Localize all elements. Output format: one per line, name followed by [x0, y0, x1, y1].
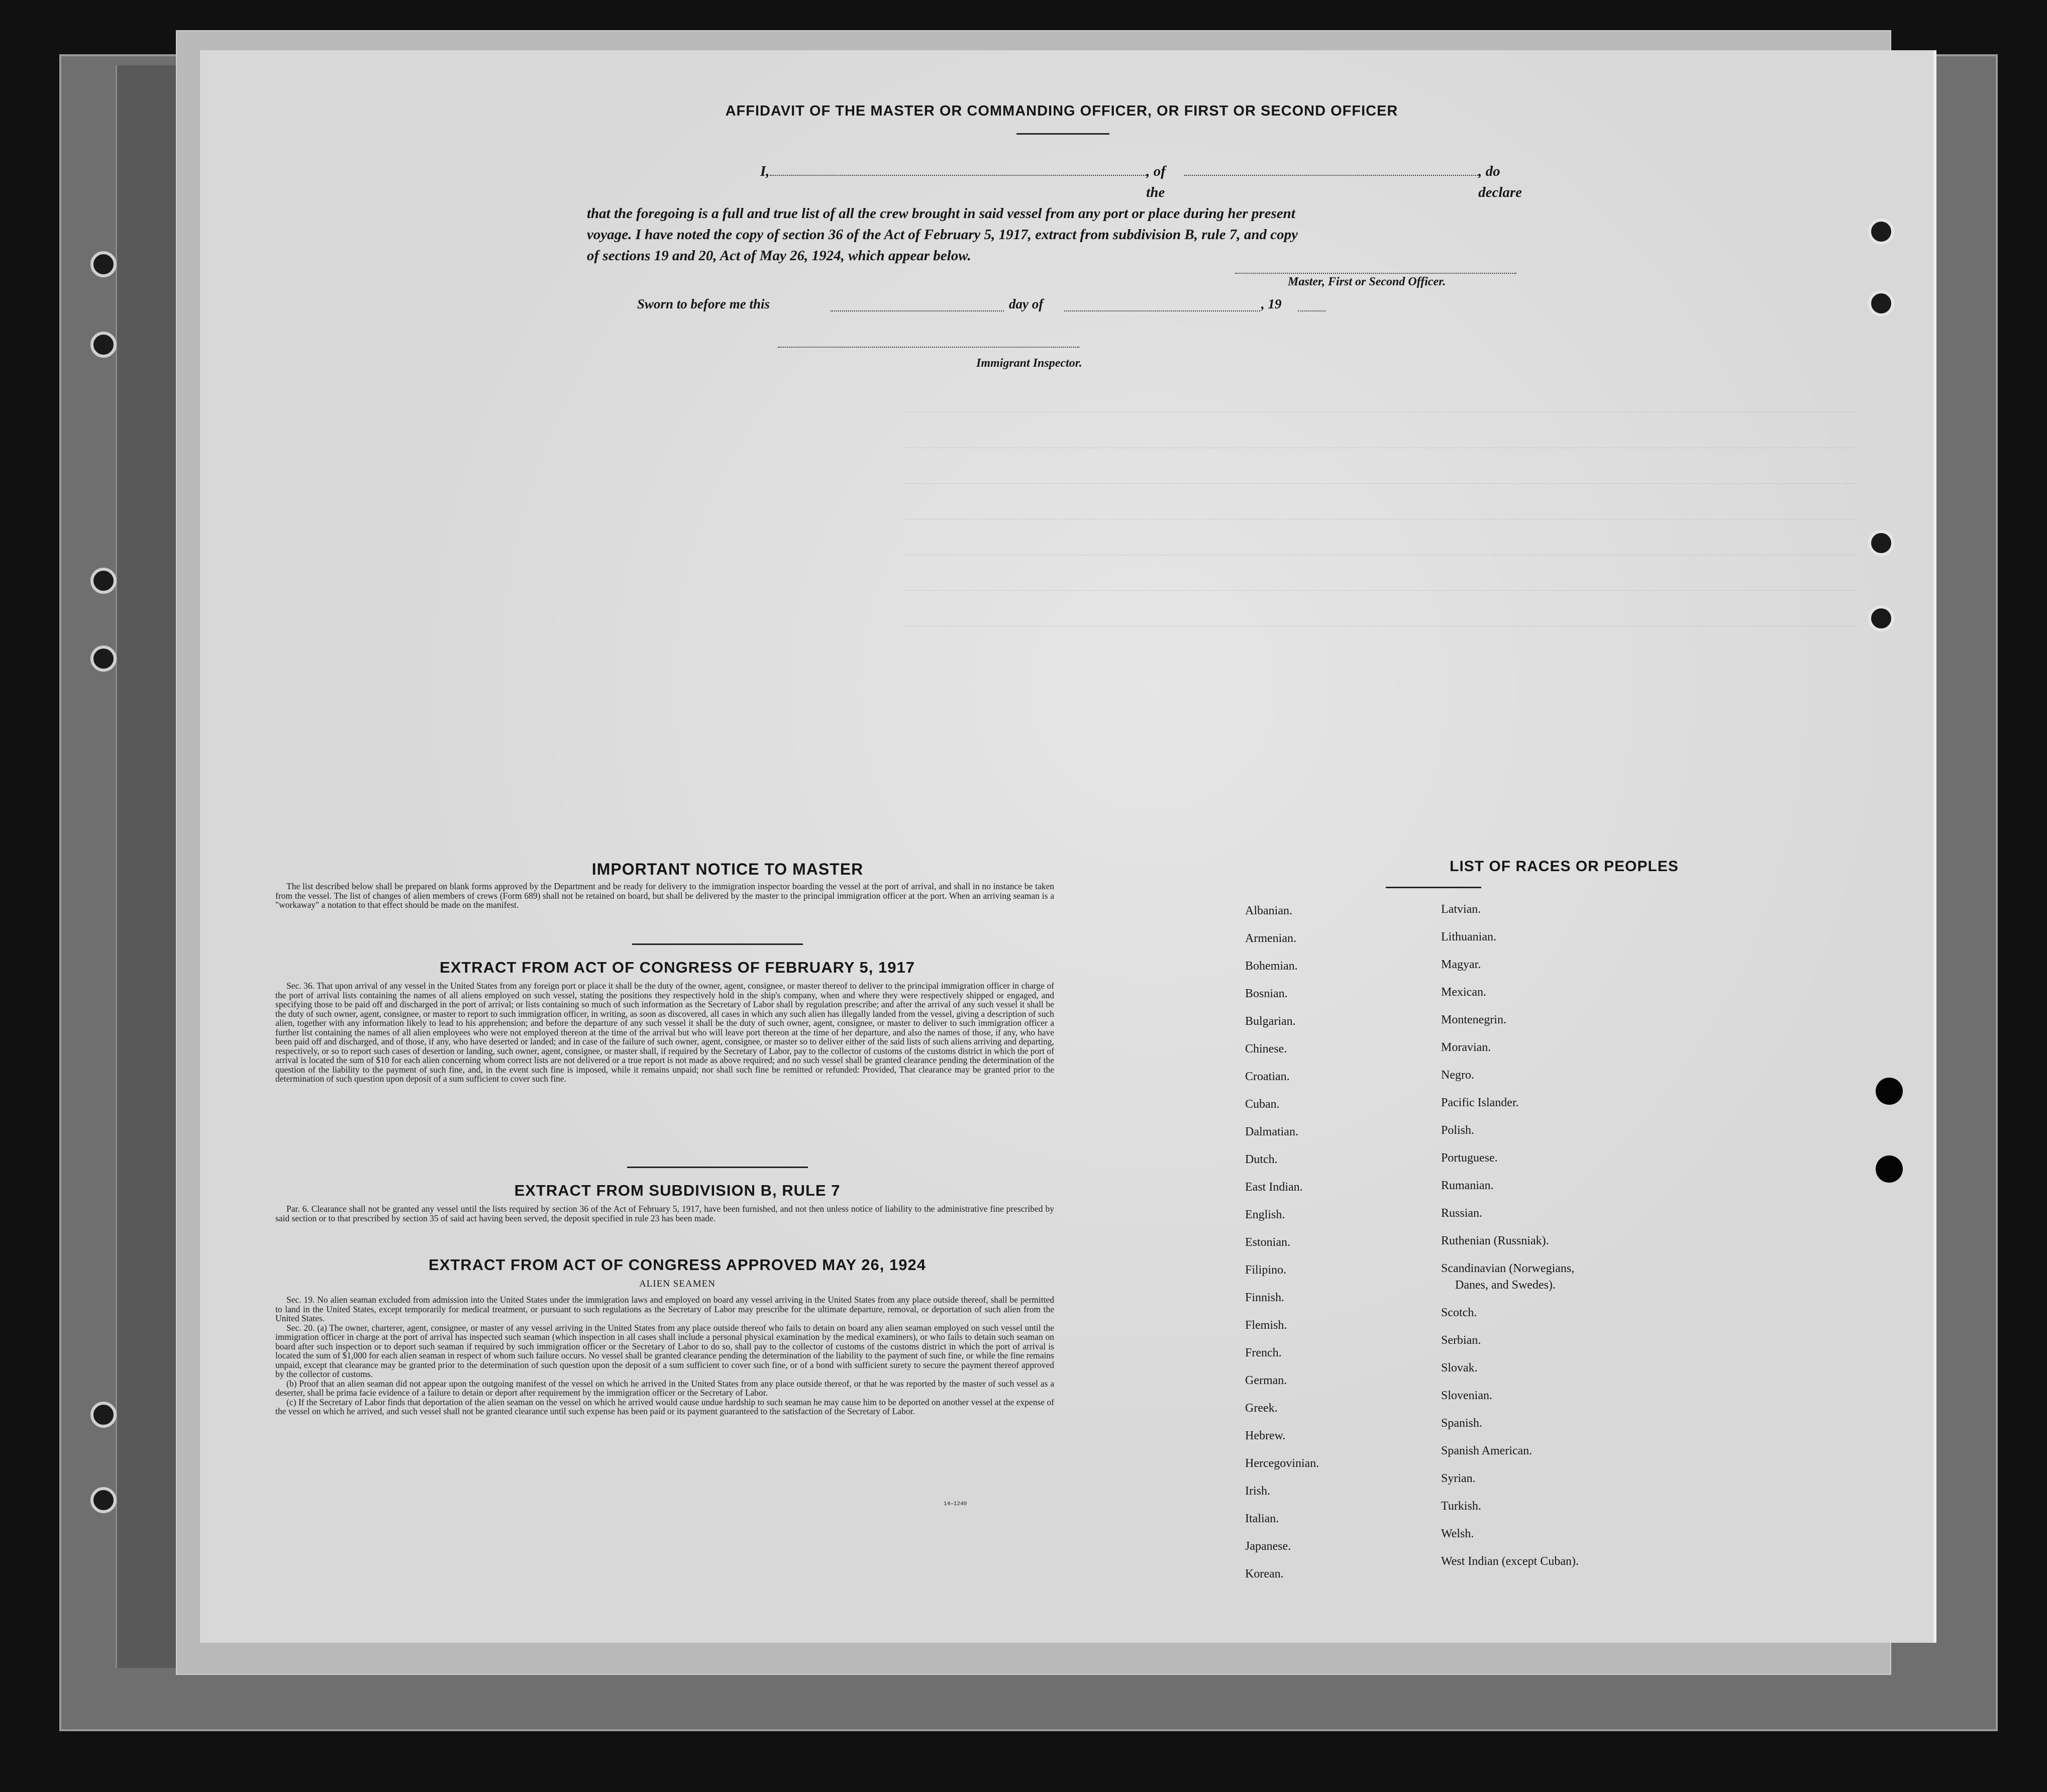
race-entry: German.	[1245, 1374, 1287, 1387]
race-entry: Spanish.	[1441, 1417, 1483, 1430]
punch-hole	[1868, 290, 1894, 317]
notice-paragraph: The list described below shall be prepared on blank forms approved by the Department and be ready for delivery to the immigration inspector boarding the vessel at the port of arrival, and shall in no instance be taken from the vessel. The list of changes of alien members of crews (Form 689) shall not be retained on board, but shall be delivered by the master to the principal immigration officer at the port. When an arriving seaman is a "workaway" a notation to that effect should be made on the manifest.	[275, 881, 1054, 910]
rule7-body	[275, 1204, 1054, 1223]
race-entry: Filipino.	[1245, 1263, 1287, 1277]
punch-hole	[1876, 1078, 1903, 1105]
extract-1924-body	[275, 1295, 1054, 1416]
year-label: , 19	[1261, 296, 1282, 311]
affidavit-declaration-line	[587, 161, 1542, 203]
race-entry: Armenian.	[1245, 932, 1296, 945]
race-entry: Scotch.	[1441, 1306, 1477, 1319]
race-entry: Syrian.	[1441, 1472, 1476, 1485]
binder-hole	[90, 646, 117, 672]
punch-hole	[1868, 605, 1894, 631]
punch-hole	[1868, 530, 1894, 556]
race-entry: Finnish.	[1245, 1291, 1285, 1304]
race-entry: Flemish.	[1245, 1319, 1287, 1332]
race-entry: Bohemian.	[1245, 960, 1298, 973]
binder-hole	[90, 332, 117, 358]
sec-19-paragraph: Sec. 19. No alien seaman excluded from admission into the United States under the immigration laws and employed on board any vessel arriving in the United States from any place outside thereof, shall be permitted to land in the United States, except temporarily for medical treatment, or pursuant to such regulations as the Secretary of Labor may prescribe for the ultimate departure, removal, or deportation of such alien from the United States.	[275, 1295, 1054, 1323]
sec-20b-paragraph: (b) Proof that an alien seaman did not appear upon the outgoing manifest of the vessel on which he arrived in the United States from any place outside thereof, or that he was reported by the master of such vessel as a deserter, shall be prima facie evidence of a failure to detain or deport after requirement by the immigration officer or the Secretary of Labor.	[275, 1378, 1054, 1398]
race-entry: Estonian.	[1245, 1236, 1290, 1249]
extract-1924-title: EXTRACT FROM ACT OF CONGRESS APPROVED MAY 26, 1924	[429, 1256, 926, 1274]
race-entry: Irish.	[1245, 1485, 1270, 1498]
race-entry: Albanian.	[1245, 904, 1292, 917]
race-entry: Danes, and Swedes).	[1455, 1279, 1556, 1292]
race-entry: Scandinavian (Norwegians,	[1441, 1262, 1575, 1275]
race-entry: West Indian (except Cuban).	[1441, 1555, 1579, 1568]
day-of-label: day of	[1009, 296, 1044, 311]
master-signature-line[interactable]	[1235, 273, 1516, 274]
do-declare-label: , do declare	[1478, 163, 1522, 200]
race-entry: Portuguese.	[1441, 1151, 1498, 1165]
bleed-through-text	[903, 377, 1858, 779]
sec-20c-paragraph: (c) If the Secretary of Labor finds that deportation of the alien seaman on the vessel on which he arrived would cause undue hardship to such seaman he may cause him to be deported on another vessel at the expense of the vessel on which he arrived, and such vessel shall not be granted clearance until such expense has been paid or its payment guaranteed to the satisfaction of the Secretary of Labor.	[275, 1397, 1054, 1416]
race-entry: Welsh.	[1441, 1527, 1474, 1540]
race-entry: Polish.	[1441, 1124, 1475, 1137]
sworn-month-blank[interactable]	[1064, 310, 1260, 311]
race-entry: Slovenian.	[1441, 1389, 1492, 1402]
notice-body	[275, 882, 1054, 910]
year-blank[interactable]	[1298, 310, 1325, 311]
vessel-blank[interactable]	[1184, 164, 1478, 176]
race-entry: Greek.	[1245, 1402, 1278, 1415]
race-entry: Hebrew.	[1245, 1429, 1286, 1442]
notice-title: IMPORTANT NOTICE TO MASTER	[591, 860, 864, 878]
race-entry: Korean.	[1245, 1567, 1284, 1580]
race-entry: Rumanian.	[1441, 1179, 1494, 1192]
race-entry: Croatian.	[1245, 1070, 1290, 1083]
race-entry: Bosnian.	[1245, 987, 1288, 1000]
races-title-rule	[1386, 887, 1481, 888]
punch-hole	[1876, 1155, 1903, 1183]
affidavit-title: AFFIDAVIT OF THE MASTER OR COMMANDING OFFICER, OR FIRST OR SECOND OFFICER	[725, 103, 1398, 119]
races-title: LIST OF RACES OR PEOPLES	[1450, 858, 1679, 875]
affidavit-line-4: of sections 19 and 20, Act of May 26, 1924, which appear below.	[587, 248, 971, 264]
of-the-label: , of the	[1146, 163, 1166, 200]
rule7-title: EXTRACT FROM SUBDIVISION B, RULE 7	[514, 1182, 841, 1199]
binder-hole	[90, 251, 117, 277]
race-entry: Mexican.	[1441, 986, 1486, 999]
affidavit-line-3: voyage. I have noted the copy of section 36 of the Act of February 5, 1917, extract from subdivision B, rule 7, and copy	[587, 227, 1298, 243]
extract-1917-body	[275, 981, 1054, 1084]
sec-20a-paragraph: Sec. 20. (a) The owner, charterer, agent, consignee, or master of any vessel arriving in the United States from any place outside thereof who fails to detain on board any alien seaman employed on such vessel until the immigration officer in charge at the port of arrival has inspected such seaman (which inspection in all cases shall include a personal physical examination by the medical examiners), or who fails to detain such seaman on board after such inspection or to deport such seaman if required by such immigration officer or the Secretary of Labor to do so, shall pay to the collector of customs of the customs district in which the port of arrival is located the sum of $1,000 for each alien seaman in respect of whom such failure occurs. No vessel shall be granted clearance pending the determination of the liability to the payment of such fine, or while the fine remains unpaid, except that clearance may be granted prior to the determination of such question upon the deposit of a sum sufficient to cover such fine, or of a bond with sufficient surety to secure the payment thereof approved by the collector of customs.	[275, 1322, 1054, 1379]
race-entry: Pacific Islander.	[1441, 1096, 1519, 1109]
race-entry: Lithuanian.	[1441, 930, 1496, 943]
race-entry: Russian.	[1441, 1207, 1483, 1220]
race-entry: Turkish.	[1441, 1500, 1481, 1513]
sworn-day-blank[interactable]	[831, 310, 1004, 311]
race-entry: English.	[1245, 1208, 1285, 1221]
race-entry: Magyar.	[1441, 958, 1481, 971]
affidavit-body	[587, 161, 1542, 266]
binder-hole	[90, 568, 117, 594]
race-entry: Cuban.	[1245, 1098, 1280, 1111]
binder-hole	[90, 1402, 117, 1428]
races-left-column	[1245, 904, 1319, 1595]
race-entry: Chinese.	[1245, 1042, 1287, 1056]
extract-1917-title: EXTRACT FROM ACT OF CONGRESS OF FEBRUARY 5, 1917	[440, 959, 915, 976]
race-entry: Latvian.	[1441, 903, 1481, 916]
i-label: I,	[760, 163, 770, 179]
races-right-column	[1441, 903, 1579, 1583]
binder-hole	[90, 1487, 117, 1513]
race-entry: Ruthenian (Russniak).	[1441, 1234, 1549, 1247]
inspector-label: Immigrant Inspector.	[976, 357, 1082, 370]
underlying-form-number: 14—1240	[1761, 1630, 1785, 1636]
race-entry: Dutch.	[1245, 1153, 1278, 1166]
par-6-paragraph: Par. 6. Clearance shall not be granted any vessel until the lists required by section 36 of the Act of February 5, 1917, have been furnished, and not then unless notice of liability to the administrative fine prescribed by said section or to that prescribed by section 35 of said act having been served, the deposit specified in rule 23 has been made.	[275, 1204, 1054, 1223]
race-entry: Moravian.	[1441, 1041, 1491, 1054]
affidavit-line-2: that the foregoing is a full and true list of all the crew brought in said vessel from any port or place during her present	[587, 205, 1295, 222]
master-signature-label: Master, First or Second Officer.	[1288, 275, 1446, 288]
sworn-label: Sworn to before me this	[637, 296, 770, 311]
race-entry: Dalmatian.	[1245, 1125, 1298, 1138]
race-entry: Hercegovinian.	[1245, 1457, 1319, 1470]
extract-1917-rule	[627, 1167, 808, 1168]
affidavit-page	[200, 50, 1936, 1643]
race-entry: Bulgarian.	[1245, 1015, 1296, 1028]
race-entry: Italian.	[1245, 1512, 1279, 1525]
name-blank[interactable]	[770, 164, 1147, 176]
race-entry: Negro.	[1441, 1069, 1474, 1082]
race-entry: Slovak.	[1441, 1361, 1478, 1375]
alien-seamen-subtitle: ALIEN SEAMEN	[639, 1279, 715, 1289]
notice-rule	[632, 943, 803, 945]
race-entry: East Indian.	[1245, 1181, 1303, 1194]
affidavit-title-rule	[1016, 133, 1109, 135]
inspector-signature-line[interactable]	[778, 347, 1079, 348]
race-entry: Serbian.	[1441, 1334, 1481, 1347]
race-entry: Montenegrin.	[1441, 1013, 1506, 1026]
sec-36-paragraph: Sec. 36. That upon arrival of any vessel in the United States from any foreign port or place it shall be the duty of the owner, agent, consignee, or master thereof to deliver to the principal immigration officer in charge of the port of arrival lists containing the names of all aliens employed on such vessel, stating the positions they respectively hold in the ship's company, when and where they were respectively shipped or engaged, and specifying those to be paid off and discharged in the port of arrival; or lists containing so much of such information as the Secretary of Labor shall by regulation prescribe; and after the arrival of any such vessel it shall be the duty of such owner, agent, consignee, or master to report to such immigration officer, in writing, as soon as discovered, all cases in which any such alien has illegally landed from the vessel, giving a description of such alien, together with any information likely to lead to his apprehension; and before the departure of any such vessel it shall be the duty of such owner, agent, consignee, or master to deliver to such immigration officer a further list containing the names of all alien employees who were not employed thereon at the time of the arrival but who will leave port thereon at the time of her departure, and also the names of those, if any, who have been paid off and discharged, and of those, if any, who have deserted or landed; and in case of the failure of such owner, agent, consignee, or master so to deliver either of the said lists of such aliens arriving and departing, respectively, or so to report such cases of desertion or landing, such owner, agent, consignee, or master shall, if required by the Secretary of Labor, pay to the collector of customs of the customs district in which the port of arrival is located the sum of $10 for each alien concerning whom correct lists are not delivered or a true report is not made as above required; and no such vessel shall be granted clearance pending the determination of the question of the liability to the payment of such fine, and, in the event such fine is imposed, while it remains unpaid; nor shall such fine be remitted or refunded: Provided, That clearance may be granted prior to the determination of such question upon deposit of a sum sufficient to cover such fine.	[275, 981, 1054, 1084]
race-entry: Japanese.	[1245, 1540, 1291, 1553]
punch-hole	[1868, 219, 1894, 245]
race-entry: Spanish American.	[1441, 1444, 1532, 1457]
form-number: 14—1240	[944, 1501, 967, 1507]
race-entry: French.	[1245, 1346, 1282, 1359]
